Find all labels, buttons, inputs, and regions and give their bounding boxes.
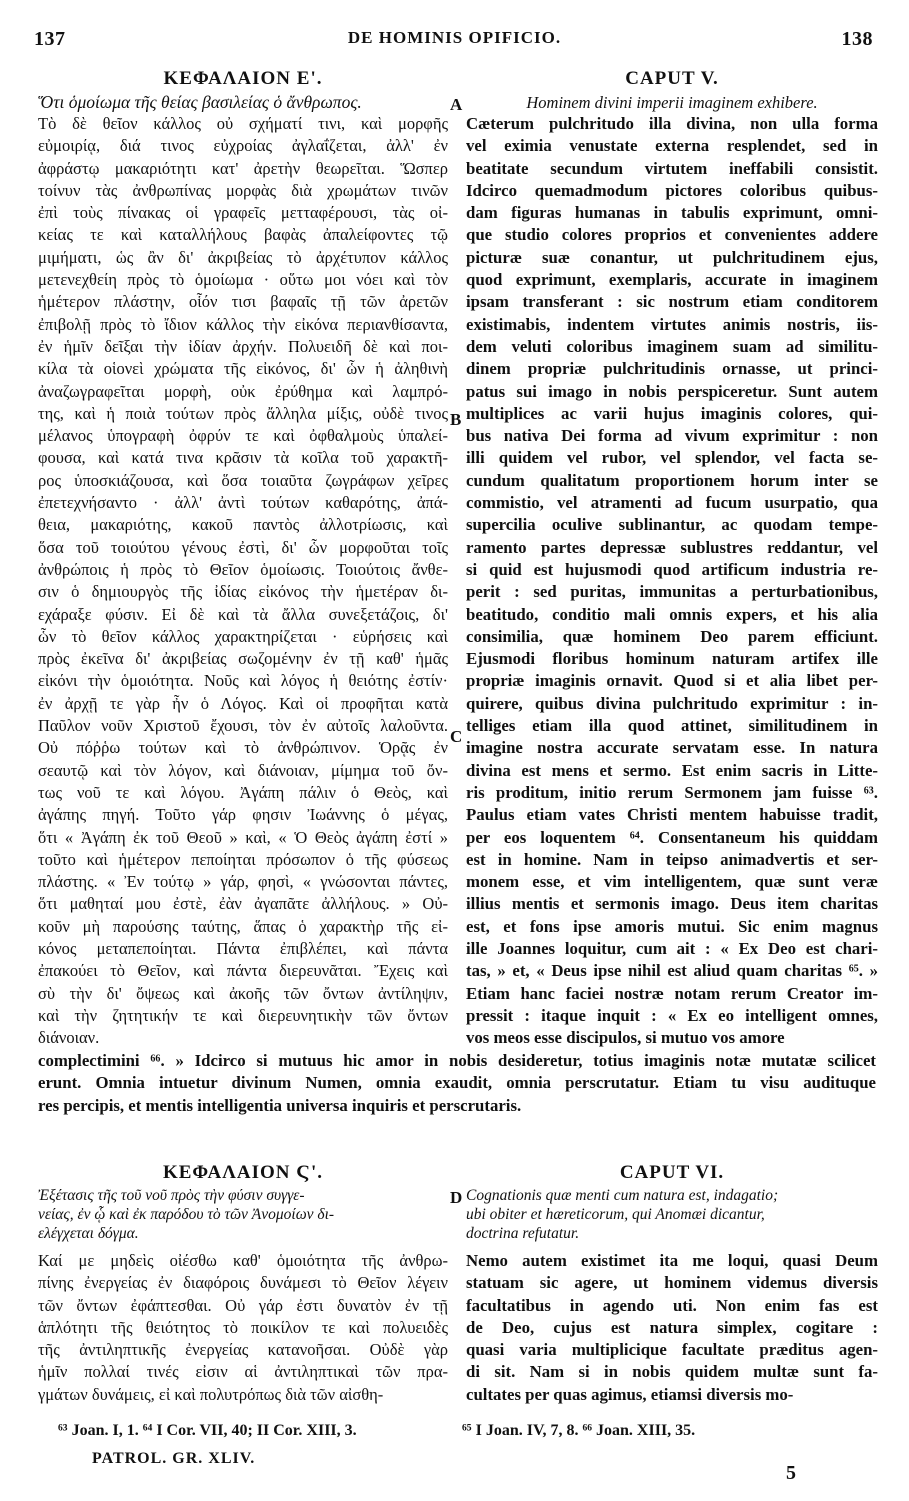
latin-text-line: Idcirco quemadmodum pictores coloribus quibus- [466, 180, 878, 200]
latin-text-line: perit : sed puritas, immunitas a perturbationibus, [466, 582, 878, 602]
greek-chapter5-title: ΚΕΦΑΛΑΙΟΝ Ε'. [163, 68, 323, 89]
margin-marker-c: C [450, 727, 463, 746]
latin-text-line: est in homine. Nam in teipso animadvertis et ser- [466, 849, 878, 869]
greek-text-line: γμάτων δυνάμεις, εἰ καὶ πολυτρόπως διὰ τῶν αἰσθη- [38, 1384, 384, 1404]
greek-text-line: πρὸς ἐκεῖνα δι' ἀκριβείας σωζομένην ἐν τῇ καθ' ἡμᾶς [38, 649, 448, 669]
greek-text-line: καὶ τὴν ζητητικήν τε καὶ διερευνητικὴν τῶν ὄντων [38, 1005, 448, 1025]
latin-text-line: consimilia, quæ hominem Deo parem efficiunt. [466, 626, 878, 646]
latin-chapter5-title: CAPUT V. [625, 68, 719, 89]
latin-text-line: est, et fons ipse amoris mutui. Sic enim magnus [466, 916, 878, 936]
greek-text-line: ἐν ἡμῖν δεῖξαι τὴν ἰδίαν ἀρχήν. Πολυειδῆ δὲ καὶ ποι- [38, 336, 448, 356]
latin-subtitle-line: Cognationis quæ menti cum natura est, indagatio; [466, 1187, 779, 1204]
greek-text-line: τοίνυν τὰς ἀνθρωπίνας μορφὰς διὰ χρωμάτων τινῶν [38, 180, 448, 200]
latin-text-line: bus nativa Dei forma ad vivum exprimitur : non [466, 426, 878, 446]
greek-text-line: πίνης ἐνεργείας ἐν διαφόροις δυνάμεσι τὸ Θεῖον λέγειν [38, 1273, 448, 1293]
volume-signature: PATROL. GR. XLIV. [92, 1450, 256, 1467]
latin-text-line: facultatibus in agendo uti. Non enim fas est [466, 1295, 878, 1315]
greek-text-line: της, καὶ ἡ ποιὰ τούτων πρὸς ἄλληλα μίξις, οὐδὲ τινος [38, 403, 448, 423]
margin-marker-b: B [450, 410, 462, 429]
latin-text-line: que studio colores proprios et convenientes addere [466, 225, 878, 245]
greek-text-line: ὅτι « Ἀγάπη ἐκ τοῦ Θεοῦ » καὶ, « Ὁ Θεὸς ἀγάπη ἐστί » [38, 827, 448, 847]
greek-text-line: ὅσα τοῦ τοιούτου γένους ἐστὶ, δι' ὧν μορφοῦται τοῖς [38, 537, 448, 557]
greek-chapter5-heading [38, 66, 448, 113]
latin-text-line: dam figuras humanas in tabulis exprimunt, omni- [466, 203, 878, 223]
greek-text-line: ἡμῖν πολλαί τινές εἰσιν αἱ ἀντιληπτικαὶ τῶν πρα- [38, 1362, 448, 1382]
latin-chapter6-heading [466, 1160, 878, 1243]
greek-text-line: ἀγάπης πηγή. Τοῦτο γάρ φησιν Ἰωάννης ὁ μέγας, [38, 805, 448, 825]
greek-text-line: τῆς ἀντιληπτικῆς ἐνεργείας κατανοῆσαι. Οὐδὲ γὰρ [38, 1340, 448, 1360]
latin-text-line: telliges etiam illa quod attinet, similitudinem in [466, 716, 878, 736]
greek-chapter6-heading [38, 1160, 448, 1243]
greek-text-line: μιμήματι, ὡς ἂν δι' ἀκριβείας τὸ ἀρχέτυπον κάλλος [38, 247, 448, 267]
greek-chapter6-subtitle [38, 1186, 448, 1243]
greek-text-line: μετενεχθείη πρὸς τὸ ὁμοίωμα · οὕτω μοι νόει καὶ τὸν [38, 270, 448, 290]
left-page-number: 137 [34, 28, 66, 50]
margin-marker-d: D [450, 1188, 463, 1207]
latin-subtitle-line: doctrina refutatur. [466, 1225, 580, 1242]
latin-chapter6-text [466, 1250, 878, 1406]
greek-subtitle-line: Ἐξέτασις τῆς τοῦ νοῦ πρὸς τὴν φύσιν συγγε- [38, 1187, 305, 1204]
greek-text-line: θεια, μακαριότης, κακοῦ παντὸς ἀλλοτρίωσις, καὶ [38, 515, 448, 535]
greek-text-line: ἐπὶ τοὺς πίνακας οἱ γραφεῖς μετταφέρουσι, τὰς οἰ- [38, 203, 448, 223]
greek-text-line: ἀναζωγραφεῖται μορφὴ, οὐκ ἐρύθημα καὶ λαμπρό- [38, 381, 448, 401]
greek-text-line: ἐπετεχνήσαντο · ἀλλ' ἀντὶ τούτων καθαρότης, ἀπά- [38, 493, 448, 513]
greek-text-line: κοῦν μὴ παρούσης ταύτης, ἅπας ὁ χαρακτὴρ τῆς εἰ- [38, 916, 448, 936]
latin-chapter6-subtitle [466, 1186, 878, 1243]
greek-text-line: τοῦτο καὶ ἡμέτερον πεποίηται πρόσωπον ὁ τῆς φύσεως [38, 849, 448, 869]
greek-text-line: κείας τε καὶ καταλλήλους βαφὰς ἀπαλείφοντες τῷ [38, 225, 448, 245]
greek-text-line: Παῦλον νοῦν Χριστοῦ ἔχουσι, τὸν ἐν αὐτοῖς λαλοῦντα. [38, 716, 448, 736]
right-page-number: 138 [841, 28, 873, 50]
latin-text-line: commistio, vel atramenti ad fucum usurpatio, qua [466, 493, 878, 513]
latin-text-line: pressit : itaque inquit : « Ex eo intelligent omnes, [466, 1005, 878, 1025]
greek-chapter6-text [38, 1250, 448, 1406]
latin-chapter5-heading [466, 66, 878, 113]
greek-subtitle-line: νείας, ἐν ᾧ καὶ ἐκ παρόδου τὸ τῶν Ἀνομοίων δι- [38, 1206, 335, 1223]
greek-subtitle-line: ελέγχεται δόγμα. [38, 1225, 139, 1242]
latin-text-line: complectimini ⁶⁶. » Idcirco si mutuus hic amor in nobis desideretur, totius imaginis notæ mutatæ scilicet [38, 1051, 876, 1070]
latin-text-line: ris proditum, initio rerum Sermonem jam fuisse ⁶³. [466, 782, 878, 802]
greek-text-line: κίλα τὰ οἱονεὶ χρώματα τῆς εἰκόνος, δι' ὧν ἡ ἀληθινὴ [38, 359, 448, 379]
latin-text-line: existimabis, indentem virtutes animis nostris, iis- [466, 314, 878, 334]
greek-text-line: τως νοῦ τε καὶ λόγου. Ἀγάπη πάλιν ὁ Θεὸς, καὶ [38, 782, 448, 802]
greek-text-line: εὐμοιρίᾳ, διά τινος εὐχροίας ἀγλαΐζεται, ἀλλ' ἐν [38, 136, 448, 156]
latin-text-line: imagine nostra accurate servatam esse. In natura [466, 738, 878, 758]
latin-text-line: si quid est hujusmodi quod artificum industria re- [466, 559, 878, 579]
latin-text-line: Cæterum pulchritudo illa divina, non ulla forma [466, 114, 878, 133]
greek-chapter5-subtitle: Ὅτι ὁμοίωμα τῆς θείας βασιλείας ὁ ἄνθρωπος. [38, 92, 362, 112]
latin-text-line: Paulus etiam vates Christi mentem habuisse tradit, [466, 805, 878, 825]
latin-text-line: beatitate secundum virtutem ineffabili consistit. [466, 158, 878, 178]
latin-text-line: divina est mens et sermo. Est enim sacris in Litte- [466, 760, 878, 780]
latin-text-line: patus sui imago in nobis perspiceretur. Sunt autem [466, 381, 878, 401]
latin-text-line: ille Joannes loquitur, cum ait : « Ex Deo est chari- [466, 938, 878, 958]
greek-text-line: τῶν ὄντων ἐφάπτεσθαι. Οὐ γάρ ἐστι δυνατὸν ἐν τῇ [38, 1295, 448, 1315]
latin-chapter5-text [466, 113, 878, 1049]
latin-text-line: de Deo, cujus est natura simplex, cogitare : [466, 1317, 878, 1337]
latin-text-line: quirere, quibus divina pulchritudo exprimitur : in- [466, 693, 878, 713]
greek-text-line: ὧν τὸ θεῖον κάλλος χαρακτηρίζεται · εὑρήσεις καὶ [38, 626, 448, 646]
latin-text-line: di sit. Nam si in nobis quidem multæ sunt fa- [466, 1362, 878, 1382]
greek-text-line: Τὸ δὲ θεῖον κάλλος οὐ σχήματί τινι, καὶ μορφῆς [38, 114, 448, 133]
greek-text-line: εχάραξε φύσιν. Εἰ δὲ καὶ τὰ ἄλλα συνεξετάζοις, δι' [38, 604, 448, 624]
latin-text-line: quod exprimunt, exemplaris, accurate in imaginem [466, 270, 878, 290]
greek-text-line: εἰκόνι τὴν ὁμοιότητα. Νοῦς καὶ λόγος ἡ θειότης ἐστίν· [38, 671, 448, 691]
latin-full-width-text [38, 1050, 876, 1117]
footnotes-left: ⁶³ Joan. I, 1. ⁶⁴ I Cor. VII, 40; II Cor. XIII, 3. [58, 1422, 357, 1439]
greek-chapter5-text [38, 113, 448, 1049]
greek-text-line: Οὐ πόῤῥω τούτων καὶ τὸ ἀνθρώπινον. Ὁρᾷς ἐν [38, 738, 448, 758]
greek-text-line: κόνος μεταπεποίηται. Πάντα ἐπιβλέπει, καὶ πάντα [38, 938, 448, 958]
greek-text-line: ἐπακούει τὸ Θεῖον, καὶ πάντα διερευνᾶται. Ἔχεις καὶ [38, 961, 448, 981]
greek-text-line: ἐπιβολῇ πρὸς τὸ ἴδιον κάλλος τὴν εἰκόνα περιανθίσαντα, [38, 314, 448, 334]
latin-text-line: quasi varia multiplicique facultate præditus agen- [466, 1340, 878, 1360]
latin-text-line: ramento partes depressæ sublustres reddantur, vel [466, 537, 878, 557]
latin-text-line: Ejusmodi floribus hominum naturam artifex ille [466, 649, 878, 669]
greek-text-line: ἀνθρώποις ἡ πρὸς τὸ Θεῖον ὁμοίωσις. Τοιούτοις ἄνθε- [38, 559, 448, 579]
latin-text-line: erunt. Omnia intuetur divinum Numen, omnia exaudit, omnia perscrutatur. Etiam tu visu audituque [38, 1073, 876, 1093]
greek-text-line: σιν ὁ δημιουργὸς τῆς ἰδίας εἰκόνος τὴν ἡμετέραν δι- [38, 582, 448, 602]
latin-subtitle-line: ubi obiter et hæreticorum, qui Anomæi dicantur, [466, 1206, 765, 1223]
latin-text-line: per eos loquentem ⁶⁴. Consentaneum his quiddam [466, 827, 878, 847]
latin-text-line: vos meos esse discipulos, si mutuo vos amore [466, 1028, 785, 1048]
greek-text-line: ἀφράστῳ μακαριότητι κατ' ἀρετὴν θεωρεῖται. Ὥσπερ [38, 158, 448, 178]
greek-text-line: πλάστης. « Ἐν τούτῳ » γάρ, φησὶ, « γνώσονται πάντες, [38, 872, 448, 892]
greek-text-line: ἐν ἀρχῇ τε γὰρ ἦν ὁ Λόγος. Καὶ οἱ προφῆται κατὰ [38, 693, 448, 713]
latin-text-line: Nemo autem existimet ita me loqui, quasi Deum [466, 1251, 878, 1270]
latin-chapter5-subtitle: Hominem divini imperii imaginem exhibere. [526, 93, 818, 112]
latin-text-line: dinem propriæ pulchritudinis ornasse, ut princi- [466, 359, 878, 379]
greek-text-line: μέλανος ὑπογραφὴ ὀφρύν τε καὶ ὀφθαλμοὺς ὑπαλεί- [38, 426, 448, 446]
greek-text-line: διάνοιαν. [38, 1028, 100, 1048]
latin-text-line: vel eximia venustate externa resplendet, sed in [466, 136, 878, 156]
latin-chapter6-title: CAPUT VI. [619, 1162, 725, 1183]
margin-marker-a: A [450, 95, 463, 114]
greek-text-line: ἡμέτερον πλάστην, οἷόν τισι βαφαῖς τῇ τῶν ἀρετῶν [38, 292, 448, 312]
latin-text-line: monem esse, et vim intelligentem, quæ sunt veræ [466, 872, 878, 892]
latin-text-line: cultates per quas agimus, etiamsi diversis mo- [466, 1384, 794, 1404]
greek-text-line: ὅτι μαθηταί μου ἐστὲ, ἐὰν ἀγαπᾶτε ἀλλήλους. » Οὐ- [38, 894, 448, 914]
running-title: DE HOMINIS OPIFICIO. [347, 28, 562, 47]
latin-text-line: Etiam hanc faciei nostræ notam rerum Creator im- [466, 983, 878, 1003]
latin-text-line: statuam sic agere, ut hominem videmus diversis [466, 1273, 878, 1293]
greek-text-line: ἁπλότητι τῆς θειότητος τὸ ποικίλον τε καὶ πολυειδὲς [38, 1317, 448, 1337]
latin-text-line: supercilia oculive sublinantur, ac quodam tempe- [466, 515, 878, 535]
greek-chapter6-title: ΚΕΦΑΛΑΙΟΝ Ϛ'. [162, 1162, 323, 1183]
footnotes-right: ⁶⁵ I Joan. IV, 7, 8. ⁶⁶ Joan. XIII, 35. [462, 1422, 696, 1439]
greek-text-line: ρος ὑποσκιάζουσα, καὶ ὅσα τοιαῦτα ζωγράφων χεῖρες [38, 470, 448, 490]
latin-text-line: propriæ imaginis ornavit. Quod si et alia libet per- [466, 671, 878, 691]
latin-text-line: picturæ suæ conantur, ut pulchritudinem ejus, [466, 247, 878, 267]
greek-text-line: Καί με μηδεὶς οἰέσθω καθ' ὁμοιότητα τῆς ἀνθρω- [38, 1251, 448, 1270]
latin-text-line: res percipis, et mentis intelligentia universa inquiris et perscrutaris. [38, 1095, 522, 1115]
latin-text-line: beatitudo, conditio mali omnis expers, et his alia [466, 604, 878, 624]
latin-text-line: cundum qualitatum proportionem horum inter se [466, 470, 878, 490]
signature-number: 5 [786, 1462, 796, 1484]
greek-text-line: φουσα, καὶ κατά τινα κρᾶσιν τὰ κοῖλα τοῦ χαρακτῆ- [38, 448, 448, 468]
greek-text-line: σεαυτῷ καὶ τὸν λόγον, καὶ διάνοιαν, μίμημα τοῦ ὄν- [38, 760, 448, 780]
latin-text-line: tas, » et, « Deus ipse nihil est aliud quam charitas ⁶⁵. » [466, 961, 878, 981]
latin-text-line: illi quidem vel rubor, vel splendor, vel facta se- [466, 448, 878, 468]
latin-text-line: ipsam transferant : sic nostrum etiam conditorem [466, 292, 878, 312]
latin-text-line: illius mentis et sermonis imago. Deus item charitas [466, 894, 878, 914]
greek-text-line: σὺ τὴν δι' ὄψεως καὶ ἀκοῆς τῶν ὄντων ἀντίληψιν, [38, 983, 448, 1003]
latin-text-line: multiplices ac varii hujus imaginis colores, qui- [466, 403, 878, 423]
latin-text-line: dem veluti coloribus imaginem suam ad similitu- [466, 336, 878, 356]
